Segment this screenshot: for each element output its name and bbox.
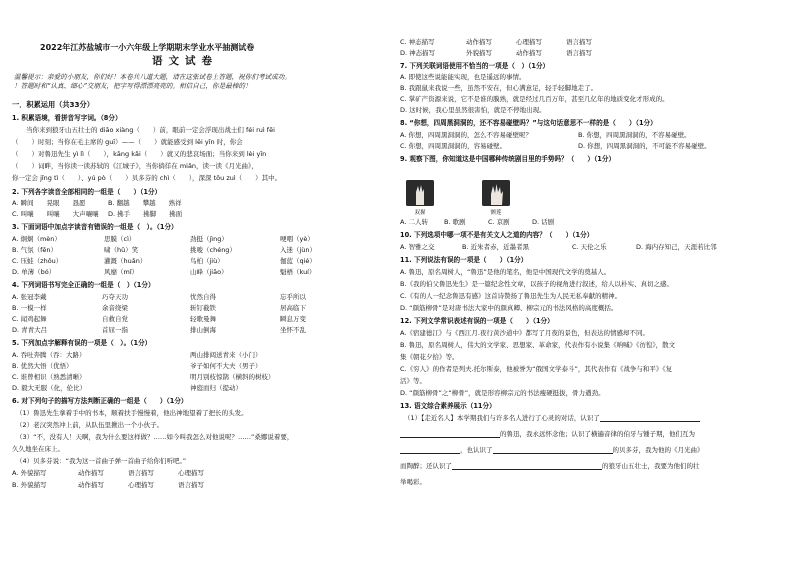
q6-option-row — [400, 38, 616, 46]
q12-item: C.《穷人》的作者是列夫.托尔斯泰，他被誉为“俄国文学泰斗”，其代表作有《战争与和平》《复 — [400, 365, 673, 373]
q6-option-row — [400, 49, 616, 57]
option-cell: 劲挺（jìng） — [190, 235, 228, 243]
option-cell: A. 你想，四周黑洞洞的，怎么不容易碰壁呢？ — [400, 131, 532, 139]
option: A. 智雅之交 — [400, 243, 435, 251]
option: B. 近朱者赤，近墨者黑 — [462, 243, 530, 251]
option-cell: 鸟柏（jiù） — [190, 257, 224, 265]
option-cell: 语言描写 — [566, 49, 592, 57]
q11-item: A. 鲁迅，原名周树人，“鲁迅”是他的笔名，他是中国现代文学的奠基人。 — [400, 268, 611, 276]
q2-options — [12, 210, 208, 218]
hand-gesture-image-1 — [406, 180, 434, 206]
option-cell: 斩钉截铁 — [190, 304, 216, 312]
option-cell: C. 你想，四周黑洞洞的，容易碰壁。 — [400, 142, 507, 150]
option-cell: 首屈一指 — [102, 326, 128, 334]
q4-row — [12, 304, 360, 312]
answer-blank[interactable] — [400, 446, 460, 454]
hand-gesture-image-2 — [482, 180, 510, 206]
option-cell: 动作描写 — [78, 481, 104, 489]
option-cell: 动作描写 — [516, 49, 542, 57]
option-cell: 伽蓝（qié） — [280, 257, 316, 265]
option-cell: D. 神态描写 — [400, 49, 436, 57]
option-cell: 风靡（mǐ） — [104, 268, 139, 276]
option-cell: 入迷（jùn） — [280, 246, 317, 254]
q1-line: 你一定会 jǐng tì（ ）、yú pò（ ）贝多芬的 chì（ ），深深 tōu zuì（ ）其中。 — [12, 174, 282, 182]
section-heading: 一．积累运用（共33分） — [12, 100, 94, 109]
q6-option-row — [12, 481, 228, 489]
option-cell: 心理描写 — [516, 38, 542, 46]
q3-row — [12, 257, 360, 265]
option-cell: D. 毅大无服（化，伦比） — [12, 384, 87, 392]
option-cell: 挑唆（chéng） — [190, 246, 236, 254]
option-cell: B. 外貌描写 — [12, 481, 47, 489]
option-cell: A. 炯炯（mèn） — [12, 235, 61, 243]
option-cell: A. 张冠李戴 — [12, 293, 47, 301]
q1-line: （ ）对鲁迅先生 yì lì（ ），kāng kǎi（ ）就又的悲哀场面；当你来到 lèi yīn — [12, 150, 267, 158]
q2-options — [12, 199, 208, 207]
q5-stem: 5. 下列加点字解释有误的一项是（ ）。（1分） — [12, 339, 152, 347]
q7-item: D. 这时候，我心里虽然很害怕，就是不停地出现。 — [400, 106, 546, 114]
q3-row — [12, 235, 360, 243]
q5-row — [12, 362, 370, 370]
image-caption: 双握 — [414, 210, 426, 216]
q13-line — [400, 462, 700, 470]
q13-text: 举喝彩。 — [400, 478, 426, 486]
option-cell: 排山倒海 — [190, 326, 216, 334]
q7-stem: 7. 下列关联词语使用不恰当的一项是（ ）（1分） — [400, 62, 550, 70]
q10-stem: 10. 下列选项中哪一项不是有关文人之道的内容？（ ）（1分） — [400, 231, 594, 239]
option-cell: 余音绕梁 — [102, 304, 128, 312]
answer-blank[interactable] — [600, 414, 700, 422]
option-cell: 爷子如何不大夫（男子） — [190, 362, 262, 370]
q1-stem: 1. 积累语境，看拼音写字词。（8分） — [12, 114, 122, 122]
option: D. 海内存知己，天涯若比邻 — [636, 243, 717, 251]
option: C. 叫嚷 叫嚷 大声嚷嚷 — [12, 210, 99, 218]
option-cell: 哽咽（yè） — [280, 235, 314, 243]
option-cell: 山峰（jiāo） — [190, 268, 228, 276]
q7-item: A. 即使这些说能能实现，也是遥远的事情。 — [400, 73, 526, 81]
q12-item: A.《宿建德江》与《西江月.夜行黄沙道中》都写了月夜的景色，但表达的情感却不同。 — [400, 329, 649, 337]
option: B. 翻越 攀越 熟祥 — [108, 199, 182, 207]
option-cell: 啸（hǔ）笑 — [104, 246, 139, 254]
answer-blank[interactable] — [400, 430, 500, 438]
answer-blank[interactable] — [493, 446, 613, 454]
q3-stem: 3. 下面词语中加点字读音有错误的一组是（ ）。（1分） — [12, 223, 178, 231]
option-cell: 神庭而归（提动） — [190, 384, 242, 392]
q13-text: 的贝多芬，我为他的《月光曲》 — [612, 446, 704, 454]
q13-line — [400, 430, 695, 438]
option-cell: 魁梧（kuí） — [280, 268, 316, 276]
q1-line: 当你来到狼牙山五壮士的 diāo xiàng（ ）前，眼前一定会浮现出战士们 féi ruì fēi — [26, 126, 275, 134]
option-cell: 语言描写 — [566, 38, 592, 46]
option-cell: 语言描写 — [128, 469, 154, 477]
q10-options — [400, 243, 756, 251]
q4-stem: 4. 下列词语书写完全正确的一组是（ ）（1分） — [12, 281, 155, 289]
option-cell: C. 闻鸡起舞 — [12, 315, 47, 323]
image-caption: 颤莲 — [490, 210, 502, 216]
q13-text: （1）【走近名人】本学期我们与许多名人进行了心灵的对话，认识了 — [404, 414, 600, 422]
q6-item: 久久地坐在床上。 — [12, 445, 64, 453]
q3-row — [12, 268, 360, 276]
option-cell: 忧然自得 — [190, 293, 216, 301]
option-cell: 轻歌曼舞 — [190, 315, 216, 323]
option: A. 瞬间 晃眼 恳愿 — [12, 199, 86, 207]
q5-row — [12, 384, 370, 392]
q9-stem: 9. 观察下图，你知道这是中国哪种传统剧目里的手势吗？（ ）（1分） — [400, 155, 616, 163]
q6-item: （4）贝多芬说：“我为这一首曲子弹一首曲子给你们听吧。” — [16, 457, 187, 465]
q3-row — [12, 246, 360, 254]
option-cell: 瞬息万变 — [280, 315, 306, 323]
right-column — [400, 0, 785, 561]
option-cell: 心理描写 — [178, 469, 204, 477]
q6-option-row — [12, 469, 228, 477]
q12-item: B. 鲁迅，原名周树人，伟大的文学家、思想家、革命家，代表作有小说集《呐喊》《彷徨》，散文 — [400, 341, 676, 349]
q8-stem: 8. “你想，四周黑洞洞的，还不容易碰壁吗？”与这句话意思不一样的是（ ）（1分） — [400, 119, 657, 127]
q4-row — [12, 315, 360, 323]
option-cell: D. 单薄（bó） — [12, 268, 56, 276]
option: C. 天伦之乐 — [572, 243, 607, 251]
q13-text: 而陶醉；还认识了 — [400, 462, 452, 470]
q6-stem: 6. 对下列句子的描写方法判断正确的一组是（ ）（1分） — [12, 397, 188, 405]
option: A. 二人转 — [400, 218, 428, 226]
option: D. 拂手 拂脚 拂面 — [108, 210, 183, 218]
q13-text: ，也认识了 — [460, 446, 493, 454]
option-cell: B. 一模一样 — [12, 304, 47, 312]
option-cell: B. 优然大悟（优悟） — [12, 362, 73, 370]
q6-item: （1）鲁迅先生拿着手中的书本，顺着扶手慢慢着，他出神地望着了把长的头发。 — [16, 409, 248, 417]
option-cell: 自救自党 — [102, 315, 128, 323]
option-cell: 语言描写 — [178, 481, 204, 489]
q13-line — [400, 446, 704, 454]
q8-option-row — [400, 131, 768, 139]
hand-gesture-icon — [482, 180, 510, 206]
option-cell: A. 吞吐奔腾（吞：大路） — [12, 351, 86, 359]
answer-blank[interactable] — [452, 462, 602, 470]
q12-item: 集《朝花夕拾》等。 — [400, 353, 459, 361]
option-cell: 明月别枝惊鹊（横斜的树枝） — [190, 373, 275, 381]
q6-item: （3）“不，没有人！天啊，我为什么要这样做？……如今叫我怎么对他说呢？……”桑娜说着要， — [16, 433, 294, 441]
q13-text: 的狼牙山五壮士，我要为他们的壮 — [602, 462, 700, 470]
q7-item: C. 掌矿产资源来说，它不是谁的膜熟，就是经过几百万年，甚至几亿年的地质变化才形成的。 — [400, 95, 669, 103]
notice-line-2: ！答题时和“认真、细心”交朋友，把字写得漂漂亮亮的。相信自己，你是最棒的！ — [14, 82, 252, 90]
option-cell: B. 气氛（fēn） — [12, 246, 57, 254]
q11-item: B.《我的伯父鲁迅先生》是一篇纪念性文章，以孩子的视角进行叙述，给人以朴实、真切之感。 — [400, 280, 674, 288]
q11-stem: 11. 下列说法有误的一项是（ ）（1分） — [400, 256, 528, 264]
option-cell: C. 压蛙（zhōu） — [12, 257, 63, 265]
q1-line: （ ）时刻；当你在毛主席的 guī）——（ ）就能感受到 lěi yīn 时，你会 — [12, 138, 243, 146]
q1-line: （ ）词畔，当你读一读苏轼的《江城子》，当你徜徉在 miǎn，读一读《月光曲》， — [12, 162, 258, 170]
q12-item: D. “颜筋柳骨”之“柳骨”，就是形容柳宗元的书法瘦硬挺拔，骨力遒劲。 — [400, 389, 605, 397]
q7-item: B. 我跟鼠来我说一些，虽然不安在，但心满意足，轻手轻脚地走了。 — [400, 84, 598, 92]
q9-options — [400, 218, 576, 226]
q6-item: （2）老汉突然冲上前，从队伍里揪出一个小伙子。 — [16, 421, 164, 429]
option-cell: B. 你想，四周黑洞洞的，不容易碰壁。 — [578, 131, 691, 139]
q11-item: C.《有的人一纪念鲁迅有感》这首诗赞扬了鲁迅先生为人民无私奉献的精神。 — [400, 292, 622, 300]
q5-row — [12, 373, 370, 381]
option-cell: D. 青青大吕 — [12, 326, 48, 334]
option-cell: 动作描写 — [78, 469, 104, 477]
q8-option-row — [400, 142, 768, 150]
q12-item: 活》等。 — [400, 377, 426, 385]
option-cell: 思膜（cì） — [104, 235, 136, 243]
exam-title: 2022年江苏盐城市一小六年级上学期期末学业水平抽测试卷 — [40, 43, 255, 52]
q4-row — [12, 293, 360, 301]
exam-subtitle: 语文试卷 — [152, 55, 218, 67]
option-cell: C. 神态描写 — [400, 38, 435, 46]
q12-stem: 12. 下列文学常识表述有误的一项是（ ）（1分） — [400, 317, 554, 325]
option: C. 京剧 — [488, 218, 510, 226]
left-column — [12, 0, 397, 561]
option-cell: 居高临下 — [280, 304, 306, 312]
option: B. 歌剧 — [444, 218, 466, 226]
option-cell: 动作描写 — [466, 38, 492, 46]
option-cell: 两山排闼送青来（小门） — [190, 351, 262, 359]
q13-line — [404, 414, 700, 422]
q4-row — [12, 326, 360, 334]
option-cell: 外貌描写 — [466, 49, 492, 57]
option-cell: A. 外貌描写 — [12, 469, 47, 477]
option-cell: 灌溉（huǎn） — [104, 257, 147, 265]
option-cell: 忘乎所以 — [280, 293, 306, 301]
q2-stem: 2. 下列各字读音全部相同的一组是（ ）（1分） — [12, 188, 162, 196]
option-cell: 心理描写 — [128, 481, 154, 489]
q5-row — [12, 351, 370, 359]
option-cell: 巧夺天功 — [102, 293, 128, 301]
option: D. 话剧 — [532, 218, 555, 226]
option-cell: D. 你想，四周黑洞洞的，不可能不容易碰壁。 — [578, 142, 711, 150]
q13-text: 的鲁迅，我永远怀念他；认识了横遍音律的伯牙与锺子期，他们互为 — [500, 430, 695, 438]
q13-stem: 13. 语文综合素养展示（11分） — [400, 402, 496, 410]
notice-line-1: 温馨提示：亲爱的小朋友，你们好！本卷共八道大题，请在这张试卷上答题，祝你们考试成功。 — [14, 73, 291, 81]
q11-item: D. “颜筋柳骨”是对唐书法大家中的颜真卿、柳宗元的书法风格的高度概括。 — [400, 304, 618, 312]
option-cell: 坐怀不乱 — [280, 326, 306, 334]
hand-gesture-icon — [406, 180, 434, 206]
option-cell: C. 谁曾相识（熟悉清晰） — [12, 373, 86, 381]
